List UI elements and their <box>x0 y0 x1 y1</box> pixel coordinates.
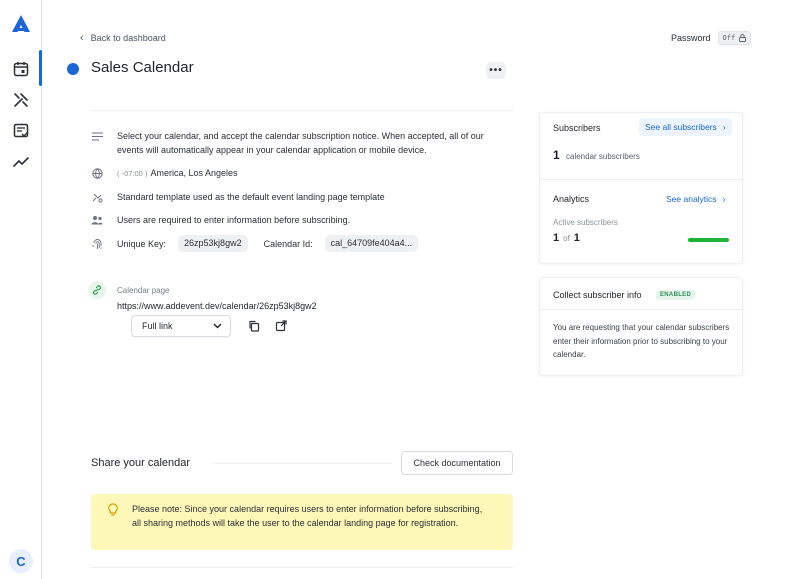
chevron-down-icon <box>213 323 222 329</box>
calendar-id-label: Calendar Id: <box>263 238 313 249</box>
calendar-page-url[interactable]: https://www.addevent.dev/calendar/26zp53kj8gw2 <box>117 301 317 311</box>
divider <box>540 309 742 310</box>
fingerprint-icon <box>91 237 103 251</box>
lock-icon <box>739 34 746 42</box>
subscriber-count: 1 <box>553 148 560 162</box>
calendar-page-label: Calendar page <box>117 286 170 295</box>
chevron-left-icon: ‹ <box>80 32 84 44</box>
password-toggle[interactable] <box>671 31 751 45</box>
requirement-row <box>91 213 350 227</box>
more-options-button[interactable]: ••• <box>486 62 506 79</box>
template-icon <box>91 190 103 204</box>
see-all-subscribers-link[interactable] <box>639 118 732 136</box>
link-type-value: Full link <box>142 321 173 331</box>
checklist-icon[interactable] <box>12 122 30 140</box>
back-label: Back to dashboard <box>90 33 166 43</box>
link-icon <box>88 281 106 299</box>
password-state: Off <box>722 34 736 42</box>
collect-info-title: Collect subscriber info <box>553 290 642 300</box>
requirement-text: Users are required to enter information before subscribing. <box>117 215 351 225</box>
sharing-note-banner <box>91 494 513 550</box>
active-subscribers-value <box>553 232 580 244</box>
password-state-chip[interactable] <box>718 31 752 45</box>
of-label: of <box>563 234 570 243</box>
calendar-description: Select your calendar, and accept the calendar subscription notice. When accepted, all of our events will automatically appear in your calendar application or mobile device. <box>117 131 484 155</box>
active-subscribers-label: Active subscribers <box>553 218 618 227</box>
sharing-note-text: Please note: Since your calendar requires users to enter information before subscribing, all sharing methods will take the user to the calendar landing page for registration. <box>132 504 483 528</box>
page-title: Sales Calendar <box>91 59 194 76</box>
text-lines-icon <box>91 129 103 143</box>
divider <box>540 179 742 180</box>
template-text: Standard template used as the default event landing page template <box>117 192 385 202</box>
lightbulb-icon <box>107 503 119 517</box>
timezone-offset: ( -07:00 ) <box>117 169 148 178</box>
subscribers-title: Subscribers <box>553 123 601 133</box>
sidebar-rail <box>0 0 42 579</box>
user-avatar[interactable]: C <box>9 549 33 573</box>
addevent-logo[interactable] <box>11 14 31 34</box>
analytics-trend-icon[interactable] <box>12 153 30 171</box>
timezone-row <box>91 166 237 181</box>
timezone-name: America, Los Angeles <box>150 168 238 178</box>
description-row <box>91 129 511 157</box>
divider <box>91 110 513 111</box>
collect-info-text: You are requesting that your calendar subscribers enter their information prior to subscribing to your calendar. <box>553 323 730 359</box>
template-row <box>91 190 385 204</box>
back-to-dashboard-link[interactable] <box>80 32 166 44</box>
see-all-subscribers-label: See all subscribers <box>645 122 717 132</box>
divider <box>91 567 513 568</box>
calendar-id-value[interactable]: cal_64709fe404a4... <box>325 235 419 252</box>
see-analytics-link[interactable] <box>666 194 725 204</box>
analytics-title: Analytics <box>553 194 590 204</box>
chevron-right-icon: › <box>722 194 726 204</box>
globe-icon <box>91 166 103 180</box>
active-count: 1 <box>553 232 560 244</box>
users-icon <box>91 213 103 227</box>
calendar-icon[interactable] <box>12 60 30 78</box>
tools-icon[interactable] <box>12 91 30 109</box>
password-label: Password <box>671 33 711 43</box>
chevron-right-icon: › <box>722 122 726 132</box>
calendar-color-dot <box>67 63 79 75</box>
open-external-icon[interactable] <box>275 320 287 332</box>
active-subscribers-progress-bar <box>688 238 729 242</box>
see-analytics-label: See analytics <box>666 194 717 204</box>
unique-key-label: Unique Key: <box>117 238 167 249</box>
active-nav-indicator <box>39 50 42 86</box>
link-type-select[interactable] <box>131 315 231 337</box>
check-documentation-button[interactable]: Check documentation <box>401 451 513 475</box>
copy-icon[interactable] <box>248 320 260 332</box>
identifiers-row <box>91 235 418 252</box>
enabled-badge: ENABLED <box>656 290 695 300</box>
unique-key-value[interactable]: 26zp53kj8gw2 <box>178 235 248 252</box>
divider <box>212 463 392 464</box>
share-section-title: Share your calendar <box>91 457 191 469</box>
total-count: 1 <box>573 232 580 244</box>
subscriber-count-label: calendar subscribers <box>566 152 640 161</box>
